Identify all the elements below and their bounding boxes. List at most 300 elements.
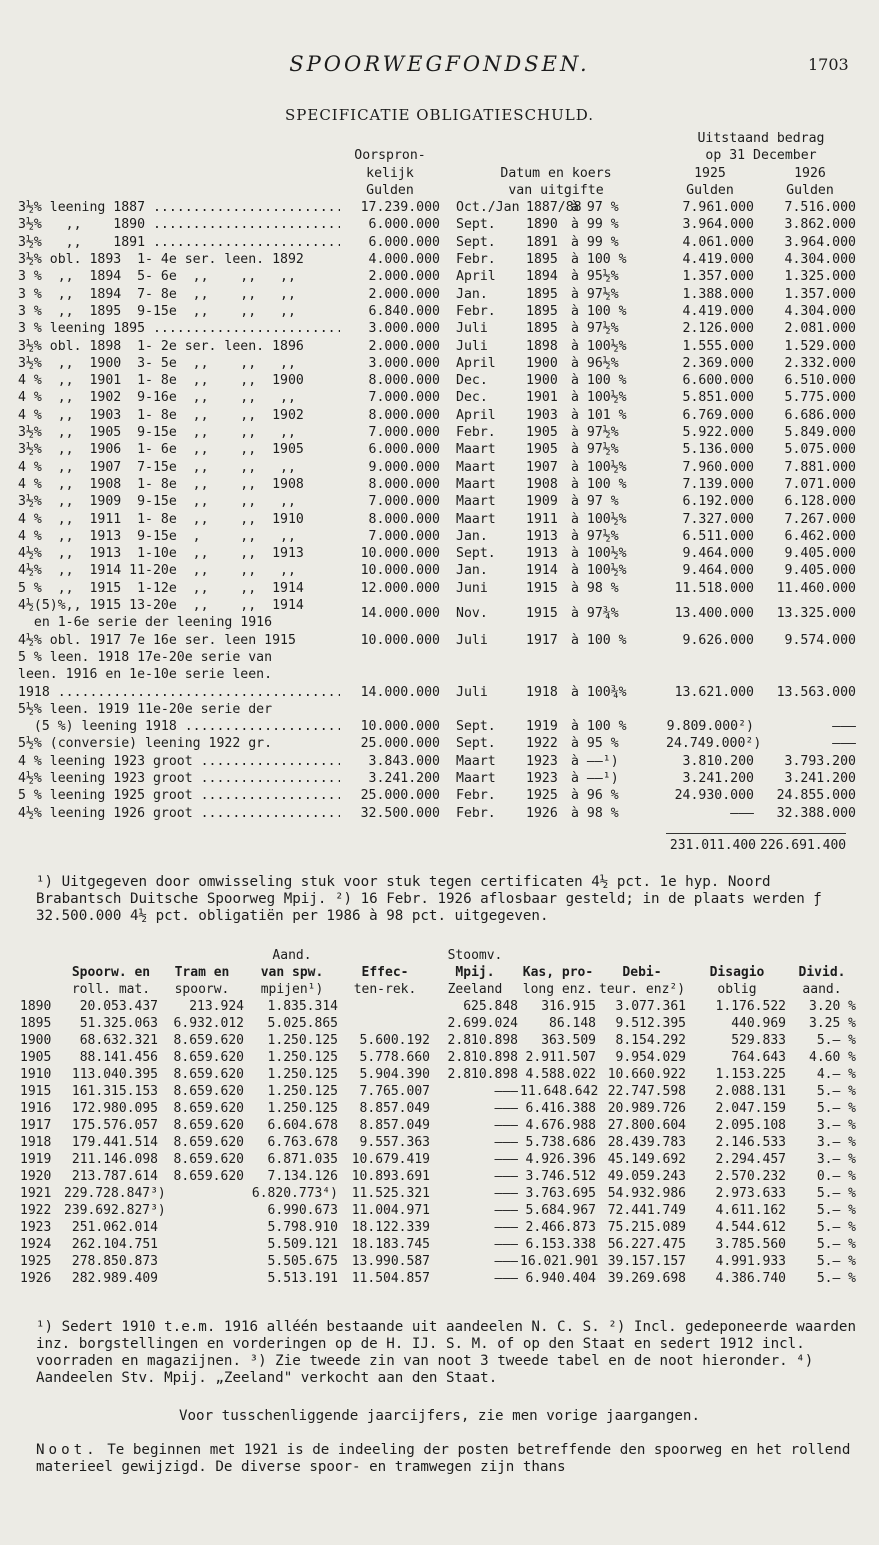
cell-debiteuren: 9.512.395 [615, 1016, 686, 1031]
row-orig: 6.000.000 [368, 217, 440, 233]
table-row [18, 597, 858, 632]
cell-kas-prolongatie: 5.738.686 [525, 1135, 596, 1150]
cell-dividend: 5.— % [816, 1203, 856, 1218]
cell-stoomvaart-zeeland: ——— [494, 1135, 518, 1150]
row-dy: 1895 [526, 303, 558, 319]
row-dm: Maart [456, 770, 496, 786]
cell-aandeelen: 6.990.673 [267, 1203, 338, 1218]
header-original: Oorspron- [354, 148, 426, 164]
note-label: Noot. [36, 1442, 99, 1458]
row-u25: 7.327.000 [682, 511, 754, 527]
row-dm: Febr. [456, 303, 496, 319]
row-dk: à 97 % [571, 200, 619, 216]
row-u26: ——— [832, 736, 856, 752]
cell-disagio: 2.570.232 [715, 1169, 786, 1184]
cell-effectenrekening: 11.004.971 [351, 1203, 430, 1218]
row-orig: 7.000.000 [368, 390, 440, 406]
row-u25: 3.241.200 [682, 770, 754, 786]
cell-disagio: 440.969 [731, 1016, 786, 1031]
row-dy: 1913 [526, 546, 558, 562]
row-orig: 7.000.000 [368, 528, 440, 544]
table-header-row [18, 147, 858, 164]
row-orig: 7.000.000 [368, 494, 440, 510]
cell-debiteuren: 20.989.726 [607, 1101, 686, 1116]
cell-spoorweg-materieel: 20.053.437 [79, 999, 158, 1014]
row-dk: à 98 % [571, 805, 619, 821]
row-description: 3½% obl. 1898 1- 2e ser. leen. 1896 [18, 338, 304, 354]
row-description: 4 % ,, 1908 1- 8e ,, ,, 1908 [18, 476, 304, 492]
row-orig: 8.000.000 [368, 476, 440, 492]
row-dm: Sept. [456, 546, 496, 562]
cell-dividend: 4.— % [816, 1067, 856, 1082]
header-date: van uitgifte [508, 182, 604, 198]
row-dy: 1895 [526, 286, 558, 302]
row-dy: 1900 [526, 355, 558, 371]
row-u25: 5.851.000 [682, 390, 754, 406]
row-description: 3½% ,, 1905 9-15e ,, ,, ,, [18, 425, 296, 441]
row-orig: 25.000.000 [360, 736, 440, 752]
cell-year: 1916 [20, 1101, 52, 1116]
row-description: 3½% leening 1887 ..... [18, 199, 340, 216]
cell-debiteuren: 49.059.243 [607, 1169, 686, 1184]
row-u26: 4.304.000 [784, 252, 856, 268]
cell-debiteuren: 27.800.604 [607, 1118, 686, 1133]
header-date: Datum en koers [500, 165, 612, 181]
header-stoomvaart-zeeland: Mpij. [455, 965, 495, 980]
cell-disagio: 2.095.108 [715, 1118, 786, 1133]
row-description: 4 % ,, 1911 1- 8e ,, ,, 1910 [18, 511, 304, 527]
cell-disagio: 4.386.740 [715, 1271, 786, 1286]
row-u26: 5.849.000 [784, 425, 856, 441]
row-dk: à 97½% [571, 425, 619, 441]
row-dy: 1901 [526, 390, 558, 406]
cell-spoorweg-materieel: 113.040.395 [71, 1067, 158, 1082]
row-dm: Maart [456, 494, 496, 510]
row-orig: 4.000.000 [368, 252, 440, 268]
row-u25: 3.964.000 [682, 217, 754, 233]
cell-year: 1923 [20, 1220, 52, 1235]
cell-debiteuren: 10.660.922 [607, 1067, 686, 1082]
row-dy: 1900 [526, 373, 558, 389]
row-u26: 9.405.000 [784, 546, 856, 562]
row-u26: 13.325.000 [776, 606, 856, 622]
row-u26: 13.563.000 [776, 684, 856, 700]
cell-kas-prolongatie: 16.021.901 [520, 1254, 599, 1269]
cell-spoorweg-materieel: 68.632.321 [79, 1033, 158, 1048]
row-orig: 6.840.000 [368, 303, 440, 319]
row-u25: 24.930.000 [674, 788, 754, 804]
header-stoomvaart-zeeland: Zeeland [447, 982, 503, 997]
header-disagio: oblig [717, 982, 757, 997]
cell-stoomvaart-zeeland: ——— [494, 1220, 518, 1235]
cell-effectenrekening: 11.525.321 [351, 1186, 430, 1201]
row-dm: Maart [456, 476, 496, 492]
row-dy: 1895 [526, 321, 558, 337]
cell-year: 1910 [20, 1067, 52, 1082]
row-orig: 7.000.000 [368, 425, 440, 441]
row-orig: 10.000.000 [360, 563, 440, 579]
cell-dividend: 5.— % [816, 1084, 856, 1099]
cell-year: 1925 [20, 1254, 52, 1269]
row-u25: 13.400.000 [674, 606, 754, 622]
cell-aandeelen: 6.763.678 [267, 1135, 338, 1150]
cell-stoomvaart-zeeland: ——— [494, 1186, 518, 1201]
row-description: 3½% ,, 1906 1- 6e ,, ,, 1905 [18, 442, 304, 458]
row-u26: 5.075.000 [784, 442, 856, 458]
row-orig: 10.000.000 [360, 632, 440, 648]
row-dk: à 97½% [571, 321, 619, 337]
cell-debiteuren: 56.227.475 [607, 1237, 686, 1252]
cell-stoomvaart-zeeland: ——— [494, 1101, 518, 1116]
row-u25: 6.192.000 [682, 494, 754, 510]
balance-row [20, 1168, 856, 1185]
header-effectenrekening: ten-rek. [353, 982, 417, 997]
header-debiteuren: Debi- [622, 965, 662, 980]
balance-row [20, 1219, 856, 1236]
balance-header-row [20, 947, 856, 964]
row-dy: 1908 [526, 476, 558, 492]
row-u25: 4.419.000 [682, 303, 754, 319]
balance-row [20, 1032, 856, 1049]
table-row [18, 666, 858, 683]
cell-disagio: 3.785.560 [715, 1237, 786, 1252]
row-dk: à 97½% [571, 286, 619, 302]
cell-disagio: 2.294.457 [715, 1152, 786, 1167]
cell-debiteuren: 39.157.157 [607, 1254, 686, 1269]
balance-row [20, 1117, 856, 1134]
cell-stoomvaart-zeeland: ——— [494, 1237, 518, 1252]
cell-dividend: 3.— % [816, 1135, 856, 1150]
cell-year: 1922 [20, 1203, 52, 1218]
cell-effectenrekening: 9.557.363 [359, 1135, 430, 1150]
row-u25: ——— [730, 805, 754, 821]
cell-tram-spoorweg: 8.659.620 [173, 1169, 244, 1184]
table-row [18, 545, 858, 562]
row-description: 3 % leening 1895 ..... [18, 320, 340, 337]
row-dk: à ——¹) [571, 770, 619, 786]
row-dk: à 97½% [571, 442, 619, 458]
cell-stoomvaart-zeeland: 2.699.024 [447, 1016, 518, 1031]
row-u25: 7.961.000 [682, 200, 754, 216]
row-dm: Febr. [456, 805, 496, 821]
cell-year: 1890 [20, 999, 52, 1014]
row-u26: 6.510.000 [784, 373, 856, 389]
row-description: 1918 ..... [18, 684, 340, 701]
row-dk: à 100 % [571, 476, 627, 492]
cell-stoomvaart-zeeland: ——— [494, 1254, 518, 1269]
row-u26: ——— [832, 719, 856, 735]
table-row [18, 580, 858, 597]
total-1925: 231.011.400 [669, 838, 756, 853]
balance-row [20, 1134, 856, 1151]
table-row [18, 441, 858, 458]
row-dk: à 96 % [571, 788, 619, 804]
cell-debiteuren: 39.269.698 [607, 1271, 686, 1286]
cell-spoorweg-materieel: 278.850.873 [71, 1254, 158, 1269]
row-description: 4 % ,, 1903 1- 8e ,, ,, 1902 [18, 407, 304, 423]
table-row [18, 718, 858, 735]
table-row [18, 338, 858, 355]
row-orig: 8.000.000 [368, 373, 440, 389]
row-u25: 6.769.000 [682, 407, 754, 423]
row-dk: à 100 % [571, 719, 627, 735]
cell-dividend: 4.60 % [809, 1050, 856, 1065]
cell-stoomvaart-zeeland: ——— [494, 1271, 518, 1286]
row-dy: 1917 [526, 632, 558, 648]
cell-kas-prolongatie: 86.148 [549, 1016, 596, 1031]
cell-tram-spoorweg: 6.932.012 [173, 1016, 244, 1031]
row-dk: à 97½% [571, 528, 619, 544]
cell-aandeelen: 5.798.910 [267, 1220, 338, 1235]
running-header-title: SPOORWEGFONDSEN. [289, 52, 590, 76]
row-description: 4½% leening 1923 groot ..... [18, 770, 340, 787]
cell-kas-prolongatie: 4.926.396 [525, 1152, 596, 1167]
row-u25: 1.555.000 [682, 338, 754, 354]
cell-kas-prolongatie: 4.588.022 [525, 1067, 596, 1082]
cell-disagio: 1.153.225 [715, 1067, 786, 1082]
cell-dividend: 5.— % [816, 1237, 856, 1252]
interim-years-note: Voor tusschenliggende jaarcijfers, zie men vorige jaargangen. [178, 1408, 701, 1424]
table-row [18, 372, 858, 389]
cell-stoomvaart-zeeland: ——— [494, 1118, 518, 1133]
row-dy: 1925 [526, 788, 558, 804]
row-orig: 17.239.000 [360, 200, 440, 216]
row-orig: 9.000.000 [368, 459, 440, 475]
row-dy: 1890 [526, 217, 558, 233]
cell-dividend: 5.— % [816, 1271, 856, 1286]
cell-kas-prolongatie: 2.911.507 [525, 1050, 596, 1065]
row-dk: à 97¾% [571, 606, 619, 622]
row-dk: à 99 % [571, 217, 619, 233]
cell-spoorweg-materieel: 229.728.847³) [64, 1186, 166, 1201]
cell-disagio: 764.643 [731, 1050, 786, 1065]
row-u25: 24.749.000²) [666, 736, 762, 752]
cell-debiteuren: 3.077.361 [615, 999, 686, 1014]
row-u26: 7.071.000 [784, 476, 856, 492]
cell-debiteuren: 45.149.692 [607, 1152, 686, 1167]
cell-aandeelen: 5.509.121 [267, 1237, 338, 1252]
row-u25: 2.369.000 [682, 355, 754, 371]
header-disagio: Disagio [709, 965, 765, 980]
row-u25: 4.419.000 [682, 252, 754, 268]
row-description: 4½% ,, 1913 1-10e ,, ,, 1913 [18, 546, 304, 562]
cell-kas-prolongatie: 4.676.988 [525, 1118, 596, 1133]
balance-row [20, 1185, 856, 1202]
cell-kas-prolongatie: 316.915 [541, 999, 596, 1014]
row-orig: 12.000.000 [360, 580, 440, 596]
row-description: 3½% ,, 1900 3- 5e ,, ,, ,, [18, 355, 296, 371]
table-row [18, 493, 858, 510]
row-dm: Sept. [456, 234, 496, 250]
row-u26: 7.516.000 [784, 200, 856, 216]
row-dy: 1909 [526, 494, 558, 510]
row-u26: 1.357.000 [784, 286, 856, 302]
row-u25: 7.960.000 [682, 459, 754, 475]
row-u26: 3.862.000 [784, 217, 856, 233]
header-outstanding: op 31 December [705, 148, 817, 164]
row-dk: à 100½% [571, 459, 627, 475]
row-u26: 3.964.000 [784, 234, 856, 250]
cell-effectenrekening: 5.600.192 [359, 1033, 430, 1048]
row-dy: 1894 [526, 269, 558, 285]
row-description: 5 % leen. 1918 17e-20e serie van [18, 649, 273, 665]
table-header-row [18, 130, 858, 147]
header-1925: Gulden [686, 182, 734, 198]
balance-row [20, 1049, 856, 1066]
balance-row [20, 1015, 856, 1032]
cell-dividend: 3.20 % [809, 999, 856, 1014]
cell-effectenrekening: 11.504.857 [351, 1271, 430, 1286]
cell-aandeelen: 6.604.678 [267, 1118, 338, 1133]
row-dm: Febr. [456, 252, 496, 268]
header-kas-prolongatie: long enz. [522, 982, 594, 997]
row-dk: à 100 % [571, 632, 627, 648]
row-u26: 1.325.000 [784, 269, 856, 285]
footnote-balance: ¹) Sedert 1910 t.e.m. 1916 alléén bestaande uit aandeelen N. C. S. ²) Incl. gedeponeerde waarden inz. borgstellingen en vorderingen op de H. IJ. S. M. of op den Staat en sedert 1912 incl. voorraden en magazijnen. ³) Zie tweede zin van noot 3 tweede tabel en de noot hieronder. ⁴) Aandeelen Stv. Mpij. „Zeeland" verkocht aan den Staat. [36, 1319, 856, 1386]
row-orig: 2.000.000 [368, 269, 440, 285]
table-row [18, 649, 858, 666]
cell-kas-prolongatie: 2.466.873 [525, 1220, 596, 1235]
table-row [18, 286, 858, 303]
balance-row [20, 998, 856, 1015]
table-row [18, 753, 858, 770]
row-u25: 6.600.000 [682, 373, 754, 389]
row-dk: à 100½% [571, 390, 627, 406]
row-description: (5 %) leening 1918 ..... [18, 718, 340, 735]
cell-stoomvaart-zeeland: 625.848 [463, 999, 518, 1014]
row-orig: 3.241.200 [368, 770, 440, 786]
row-dy: 1923 [526, 770, 558, 786]
cell-disagio: 2.973.633 [715, 1186, 786, 1201]
row-dy: 1891 [526, 234, 558, 250]
cell-year: 1905 [20, 1050, 52, 1065]
cell-aandeelen: 1.250.125 [267, 1084, 338, 1099]
table-row [18, 459, 858, 476]
table-header-row [18, 182, 858, 199]
cell-dividend: 5.— % [816, 1186, 856, 1201]
cell-debiteuren: 72.441.749 [607, 1203, 686, 1218]
cell-year: 1921 [20, 1186, 52, 1201]
table-row [18, 684, 858, 701]
cell-spoorweg-materieel: 88.141.456 [79, 1050, 158, 1065]
table-row [18, 562, 858, 579]
row-u25: 4.061.000 [682, 234, 754, 250]
row-u25: 5.136.000 [682, 442, 754, 458]
row-dk: à 100½% [571, 338, 627, 354]
header-dividend: aand. [802, 982, 842, 997]
cell-kas-prolongatie: 3.746.512 [525, 1169, 596, 1184]
header-aandeelen: Aand. [272, 948, 312, 963]
cell-debiteuren: 54.932.986 [607, 1186, 686, 1201]
row-dy: 1905 [526, 425, 558, 441]
row-u26: 2.332.000 [784, 355, 856, 371]
row-u26: 4.304.000 [784, 303, 856, 319]
row-orig: 2.000.000 [368, 286, 440, 302]
cell-disagio: 1.176.522 [715, 999, 786, 1014]
table-row [18, 216, 858, 233]
balance-row [20, 1083, 856, 1100]
cell-spoorweg-materieel: 175.576.057 [71, 1118, 158, 1133]
row-dy: 1918 [526, 684, 558, 700]
row-dm: Febr. [456, 788, 496, 804]
row-orig: 6.000.000 [368, 442, 440, 458]
cell-debiteuren: 9.954.029 [615, 1050, 686, 1065]
cell-stoomvaart-zeeland: ——— [494, 1169, 518, 1184]
cell-effectenrekening: 10.893.691 [351, 1169, 430, 1184]
cell-debiteuren: 8.154.292 [615, 1033, 686, 1048]
row-u26: 32.388.000 [776, 805, 856, 821]
cell-aandeelen: 5.513.191 [267, 1271, 338, 1286]
row-orig: 2.000.000 [368, 338, 440, 354]
balance-row [20, 1151, 856, 1168]
row-description: 4 % ,, 1901 1- 8e ,, ,, 1900 [18, 373, 304, 389]
cell-debiteuren: 75.215.089 [607, 1220, 686, 1235]
row-dm: Oct./Jan [456, 200, 520, 216]
cell-tram-spoorweg: 8.659.620 [173, 1050, 244, 1065]
cell-year: 1920 [20, 1169, 52, 1184]
header-tram-spoorweg: spoorw. [174, 982, 230, 997]
cell-tram-spoorweg: 8.659.620 [173, 1084, 244, 1099]
cell-year: 1915 [20, 1084, 52, 1099]
cell-aandeelen: 5.505.675 [267, 1254, 338, 1269]
row-u26: 6.128.000 [784, 494, 856, 510]
cell-stoomvaart-zeeland: ——— [494, 1152, 518, 1167]
row-description: 4½(5)%,, 1915 13-20e ,, ,, 1914 en 1-6e serie der leening 1916 [18, 598, 304, 631]
table-row [18, 632, 858, 649]
row-u25: 7.139.000 [682, 476, 754, 492]
cell-dividend: 3.25 % [809, 1016, 856, 1031]
header-tram-spoorweg: Tram en [174, 965, 230, 980]
row-description: 3 % ,, 1895 9-15e ,, ,, ,, [18, 303, 296, 319]
cell-aandeelen: 1.250.125 [267, 1067, 338, 1082]
cell-spoorweg-materieel: 239.692.827³) [64, 1203, 166, 1218]
row-u26: 9.405.000 [784, 563, 856, 579]
balance-table [20, 947, 856, 1287]
total-rule [666, 833, 846, 834]
row-u26: 3.241.200 [784, 770, 856, 786]
row-dk: à 100 % [571, 303, 627, 319]
cell-dividend: 5.— % [816, 1033, 856, 1048]
row-description: 4 % ,, 1907 7-15e ,, ,, ,, [18, 459, 296, 475]
cell-spoorweg-materieel: 262.104.751 [71, 1237, 158, 1252]
table-row [18, 407, 858, 424]
cell-aandeelen: 6.820.773⁴) [251, 1186, 338, 1201]
row-dk: à 97 % [571, 494, 619, 510]
row-u26: 24.855.000 [776, 788, 856, 804]
cell-spoorweg-materieel: 282.989.409 [71, 1271, 158, 1286]
row-dy: 1919 [526, 719, 558, 735]
header-aandeelen: mpijen¹) [260, 982, 324, 997]
row-dm: Juli [456, 338, 488, 354]
cell-debiteuren: 28.439.783 [607, 1135, 686, 1150]
table-row [18, 511, 858, 528]
table-row [18, 735, 858, 752]
cell-dividend: 0.— % [816, 1169, 856, 1184]
header-kas-prolongatie: Kas, pro- [522, 965, 594, 980]
row-u25: 3.810.200 [682, 753, 754, 769]
cell-year: 1924 [20, 1237, 52, 1252]
row-description: 4 % leening 1923 groot ..... [18, 753, 340, 770]
cell-year: 1926 [20, 1271, 52, 1286]
row-dk: à 98 % [571, 580, 619, 596]
page-number: 1703 [808, 55, 849, 74]
cell-year: 1895 [20, 1016, 52, 1031]
row-u26: 7.267.000 [784, 511, 856, 527]
balance-row [20, 1236, 856, 1253]
cell-effectenrekening: 5.904.390 [359, 1067, 430, 1082]
table-row [18, 770, 858, 787]
row-description: 5½% leen. 1919 11e-20e serie der [18, 701, 273, 717]
